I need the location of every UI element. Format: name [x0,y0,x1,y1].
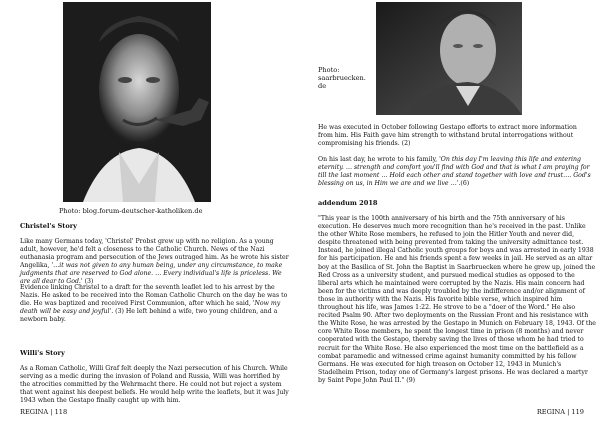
right-page [300,0,600,424]
page-number-right: REGINA | 119 [536,408,584,416]
page-number-left: REGINA | 118 [20,408,68,416]
paragraph-addendum: "This year is the 100th anniversary of his birth and the 75th anniversary of his execution. He deserves much more recognition than he's received in the past. Unlike the other White Rose members, he refused to join the Hitler Youth and never did, despite threatened with being prevented from taking the university admittance test. Instead, he joined illegal Catholic youth groups for boys and was arrested in early 1938 for his participation. He and his friends spent a few weeks in jail. He served as an altar boy at the Basilica of St. John the Baptist in Saarbruecken where he grew up, joined the Red Cross as a university student, and pursued medical studies as opposed to the liberal arts which he maintained were corrupted by the Nazis. His main concern had been for the victims and was deeply troubled by the indifference and/or alignment of those in authority with the Nazis. His favorite bible verse, which inspired him throughout his life, was James 1:22. He strove to be a "doer of the Word." He also recited Psalm 90. After two deployments on the Russian Front and his resistance with the White Rose, he was arrested by the Gestapo in Munich on February 18, 1943. Of the core White Rose members, he spent the longest time in prison (8 months) and never cooperated with the Gestapo, thereby saving the lives of those whom he had tried to recruit for the White Rose. He also experienced the most time on the battlefield as a combat paramedic and witnessed crime against humanity committed by his fellow Germans. He was executed for high treason on October 12, 1943 in Munich's Stadelheim Prison, today one of Germany's largest prisons. He was declared a martyr by Saint Pope John Paul II." (9) [318,215,596,384]
paragraph-christel-2: Evidence linking Christel to a draft for the seventh leaflet led to his arrest by the Nazis. He asked to be received into the Roman Catholic Church on the day he was to die. He was baptized and received First Communion, after which he said, 'Now my death will be easy and joyful'. (3) He left behind a wife, two young children, and a newborn baby. [20,284,288,324]
photo-caption-left: Photo: blog.forum-deutscher-katholiken.de [59,207,203,215]
paragraph-willi: As a Roman Catholic, Willi Graf felt deeply the Nazi persecution of his Church. While serving as a medic during the invasion of Poland and Russia, Willi was horrified by the atrocities committed by the Wehrmacht there. He could not but reject a system that went against his deepest beliefs. He would help write the leaflets, but it was July 1943 when the Gestapo finally caught up with him. [20,365,289,405]
portrait-photo-christel [63,2,211,202]
portrait-photo-willi [376,2,522,115]
paragraph-right-1: He was executed in October following Gestapo efforts to extract more information from him. His Faith gave him strength to withstand brutal interrogations without compromising his friends. (2) [318,124,577,148]
heading-willis-story: Willi's Story [20,349,65,357]
paragraph-right-2: On his last day, he wrote to his family, 'On this day I'm leaving this life and entering eternity. … strength and comfort you'll find with God and that is what I am praying for till the last moment … Hold each other and stand together with love and trust…. God's blessing on us, in Him we are and we live …'.(6) [318,156,591,188]
photo-caption-right: Photo: saarbruecken. de [318,66,366,90]
paragraph-christel-1: Like many Germans today, 'Christel' Probst grew up with no religion. As a young adult, however, he'd felt a closeness to the Catholic Church. News of the Nazi euthanasia program and persecution of the Jews outraged him. As he wrote his sister Angelika, '…it was not given to any human being, under any circumstance, to make judgments that are reserved to God alone. … Every individual's life is priceless. We are all dear to God.' (3) [20,238,289,286]
heading-addendum-2018: addendum 2018 [318,199,378,207]
heading-christels-story: Christel's Story [20,222,78,230]
